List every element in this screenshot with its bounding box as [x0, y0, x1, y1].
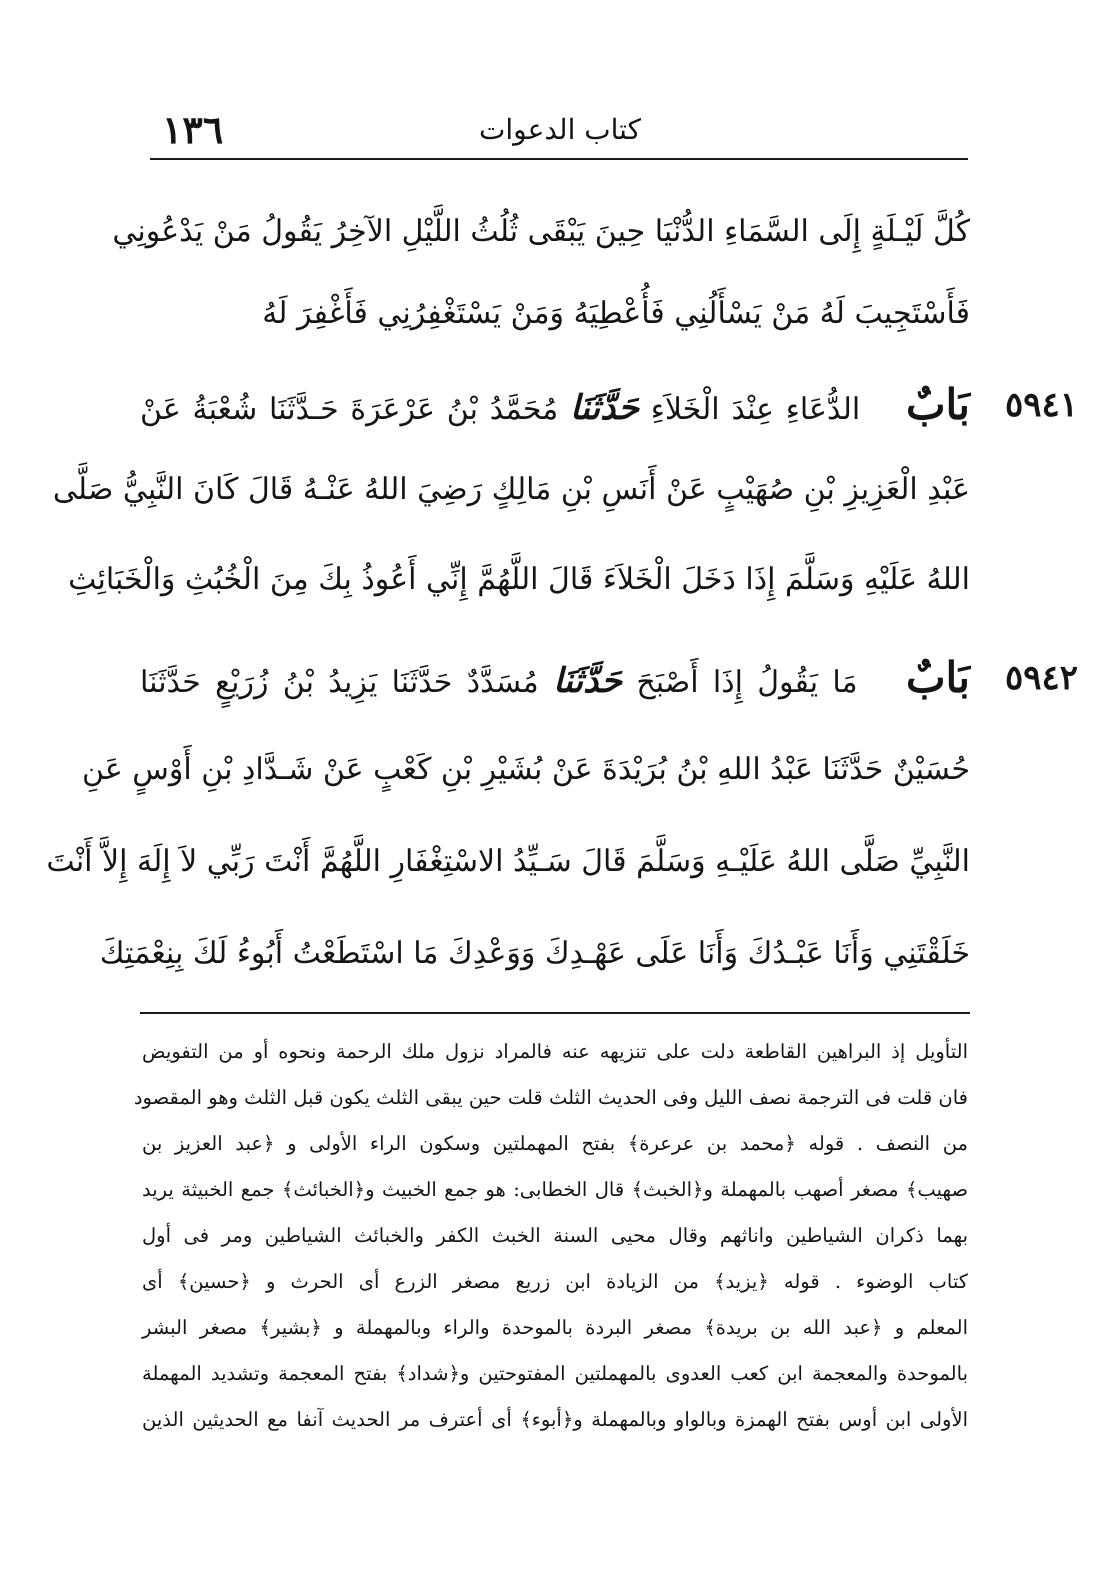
chapter-title: الدُّعَاءِ عِنْدَ الْخَلاَءِ: [650, 392, 861, 427]
hadith-number: ٥٩٤١: [1004, 385, 1078, 425]
isnad-text: مُحَمَّدُ بْنُ عَرْعَرَةَ حَـدَّثَنَا شُعْبَةُ عَنْ: [140, 392, 559, 427]
text-line: حُسَيْنٌ حَدَّثَنَا عَبْدُ اللهِ بْنُ بُرَيْدَةَ عَنْ بُشَيْرِ بْنِ كَعْبٍ عَنْ شَـدَّادِ بْنِ أَوْسٍ عَنِ: [82, 752, 970, 787]
header-rule: [150, 158, 968, 160]
bab-label: بَابٌ: [905, 653, 970, 702]
isnad-text: مُسَدَّدٌ حَدَّثَنَا يَزِيدُ بْنُ زُرَيْعٍ حَدَّثَنَا: [140, 665, 539, 700]
footnote-line: الأولى ابن أوس بفتح الهمزة وبالواو وبالمهملة و﴿أبوء﴾ أى أعترف مر الحديث آنفا مع الحديثين الذين: [142, 1408, 968, 1431]
chapter-title: مَا يَقُولُ إِذَا أَصْبَحَ: [636, 665, 858, 700]
footnote-line: المعلم و ﴿عبد الله بن بريدة﴾ مصغر البردة بالموحدة والراء وبالمهملة و ﴿بشير﴾ مصغر البشر: [142, 1316, 968, 1339]
footnote-divider: [140, 1012, 970, 1014]
footnote-line: بالموحدة والمعجمة ابن كعب العدوى بالمهملتين المفتوحتين و﴿شداد﴾ بفتح المعجمة وتشديد المهملة: [142, 1362, 968, 1385]
footnote-line: كتاب الوضوء . قوله ﴿يزيد﴾ من الزيادة ابن زريع مصغر الزرع أى الحرث و ﴿حسين﴾ أى: [142, 1270, 968, 1293]
haddathana-label: حَدَّثَنَا: [553, 661, 623, 701]
bab-label: بَابٌ: [905, 380, 970, 429]
text-line: خَلَقْتَنِي وَأَنَا عَبْـدُكَ وَأَنَا عَلَى عَهْـدِكَ وَوَعْدِكَ مَا اسْتَطَعْتُ أَبُوءُ لَكَ بِنِعْمَتِكَ: [99, 936, 970, 971]
footnote-line: صهيب﴾ مصغر أصهب بالمهملة و﴿الخبث﴾ قال الخطابى: هو جمع الخبيث و﴿الخبائث﴾ جمع الخبيثة يريد: [142, 1178, 968, 1201]
chapter-heading-line: [140, 648, 970, 708]
footnote-line: التأويل إذ البراهين القاطعة دلت على تنزيهه عنه فالمراد نزول ملك الرحمة ونحوه أو من التفويض: [142, 1040, 968, 1063]
chapter-heading-line: [140, 375, 970, 435]
text-line: اللهُ عَلَيْهِ وَسَلَّمَ إِذَا دَخَلَ الْخَلاَءَ قَالَ اللَّهُمَّ إِنِّي أَعُوذُ بِكَ مِنَ الْخُبُثِ وَالْخَبَائِثِ: [68, 562, 970, 597]
footnote-line: بهما ذكران الشياطين واناثهم وقال محيى السنة الخبث الكفر والخبائث الشياطين ومر فى أول: [142, 1224, 968, 1247]
footnote-line: من النصف . قوله ﴿محمد بن عرعرة﴾ بفتح المهملتين وسكون الراء الأولى و ﴿عبد العزيز بن: [142, 1132, 968, 1155]
text-line: فَأَسْتَجِيبَ لَهُ مَنْ يَسْأَلُنِي فَأُعْطِيَهُ وَمَنْ يَسْتَغْفِرُنِي فَأَغْفِرَ لَهُ: [262, 296, 970, 331]
running-title: كتاب الدعوات: [479, 113, 641, 146]
haddathana-label: حَدَّثَنَا: [570, 388, 639, 428]
footnote-line: فان قلت فى الترجمة نصف الليل وفى الحديث الثلث قلت حين يبقى الثلث يكون قبل الثلث وهو المقصود: [133, 1086, 968, 1109]
text-line: النَّبِيِّ صَلَّى اللهُ عَلَيْـهِ وَسَلَّمَ قَالَ سَـيِّدُ الاسْتِغْفَارِ اللَّهُمَّ أَنْتَ رَبِّي لاَ إِلَهَ إِلاَّ أَنْتَ: [46, 844, 970, 879]
hadith-number: ٥٩٤٢: [1004, 658, 1078, 698]
page-number: ١٣٦: [162, 107, 224, 152]
text-line: كُلَّ لَيْـلَةٍ إِلَى السَّمَاءِ الدُّنْيَا حِينَ يَبْقَى ثُلُثُ اللَّيْلِ الآخِرُ يَقُولُ مَنْ يَدْعُونِي: [112, 214, 970, 249]
text-line: عَبْدِ الْعَزِيزِ بْنِ صُهَيْبٍ عَنْ أَنَسِ بْنِ مَالِكٍ رَضِيَ اللهُ عَنْـهُ قَالَ كَانَ النَّبِيُّ صَلَّى: [52, 472, 970, 507]
